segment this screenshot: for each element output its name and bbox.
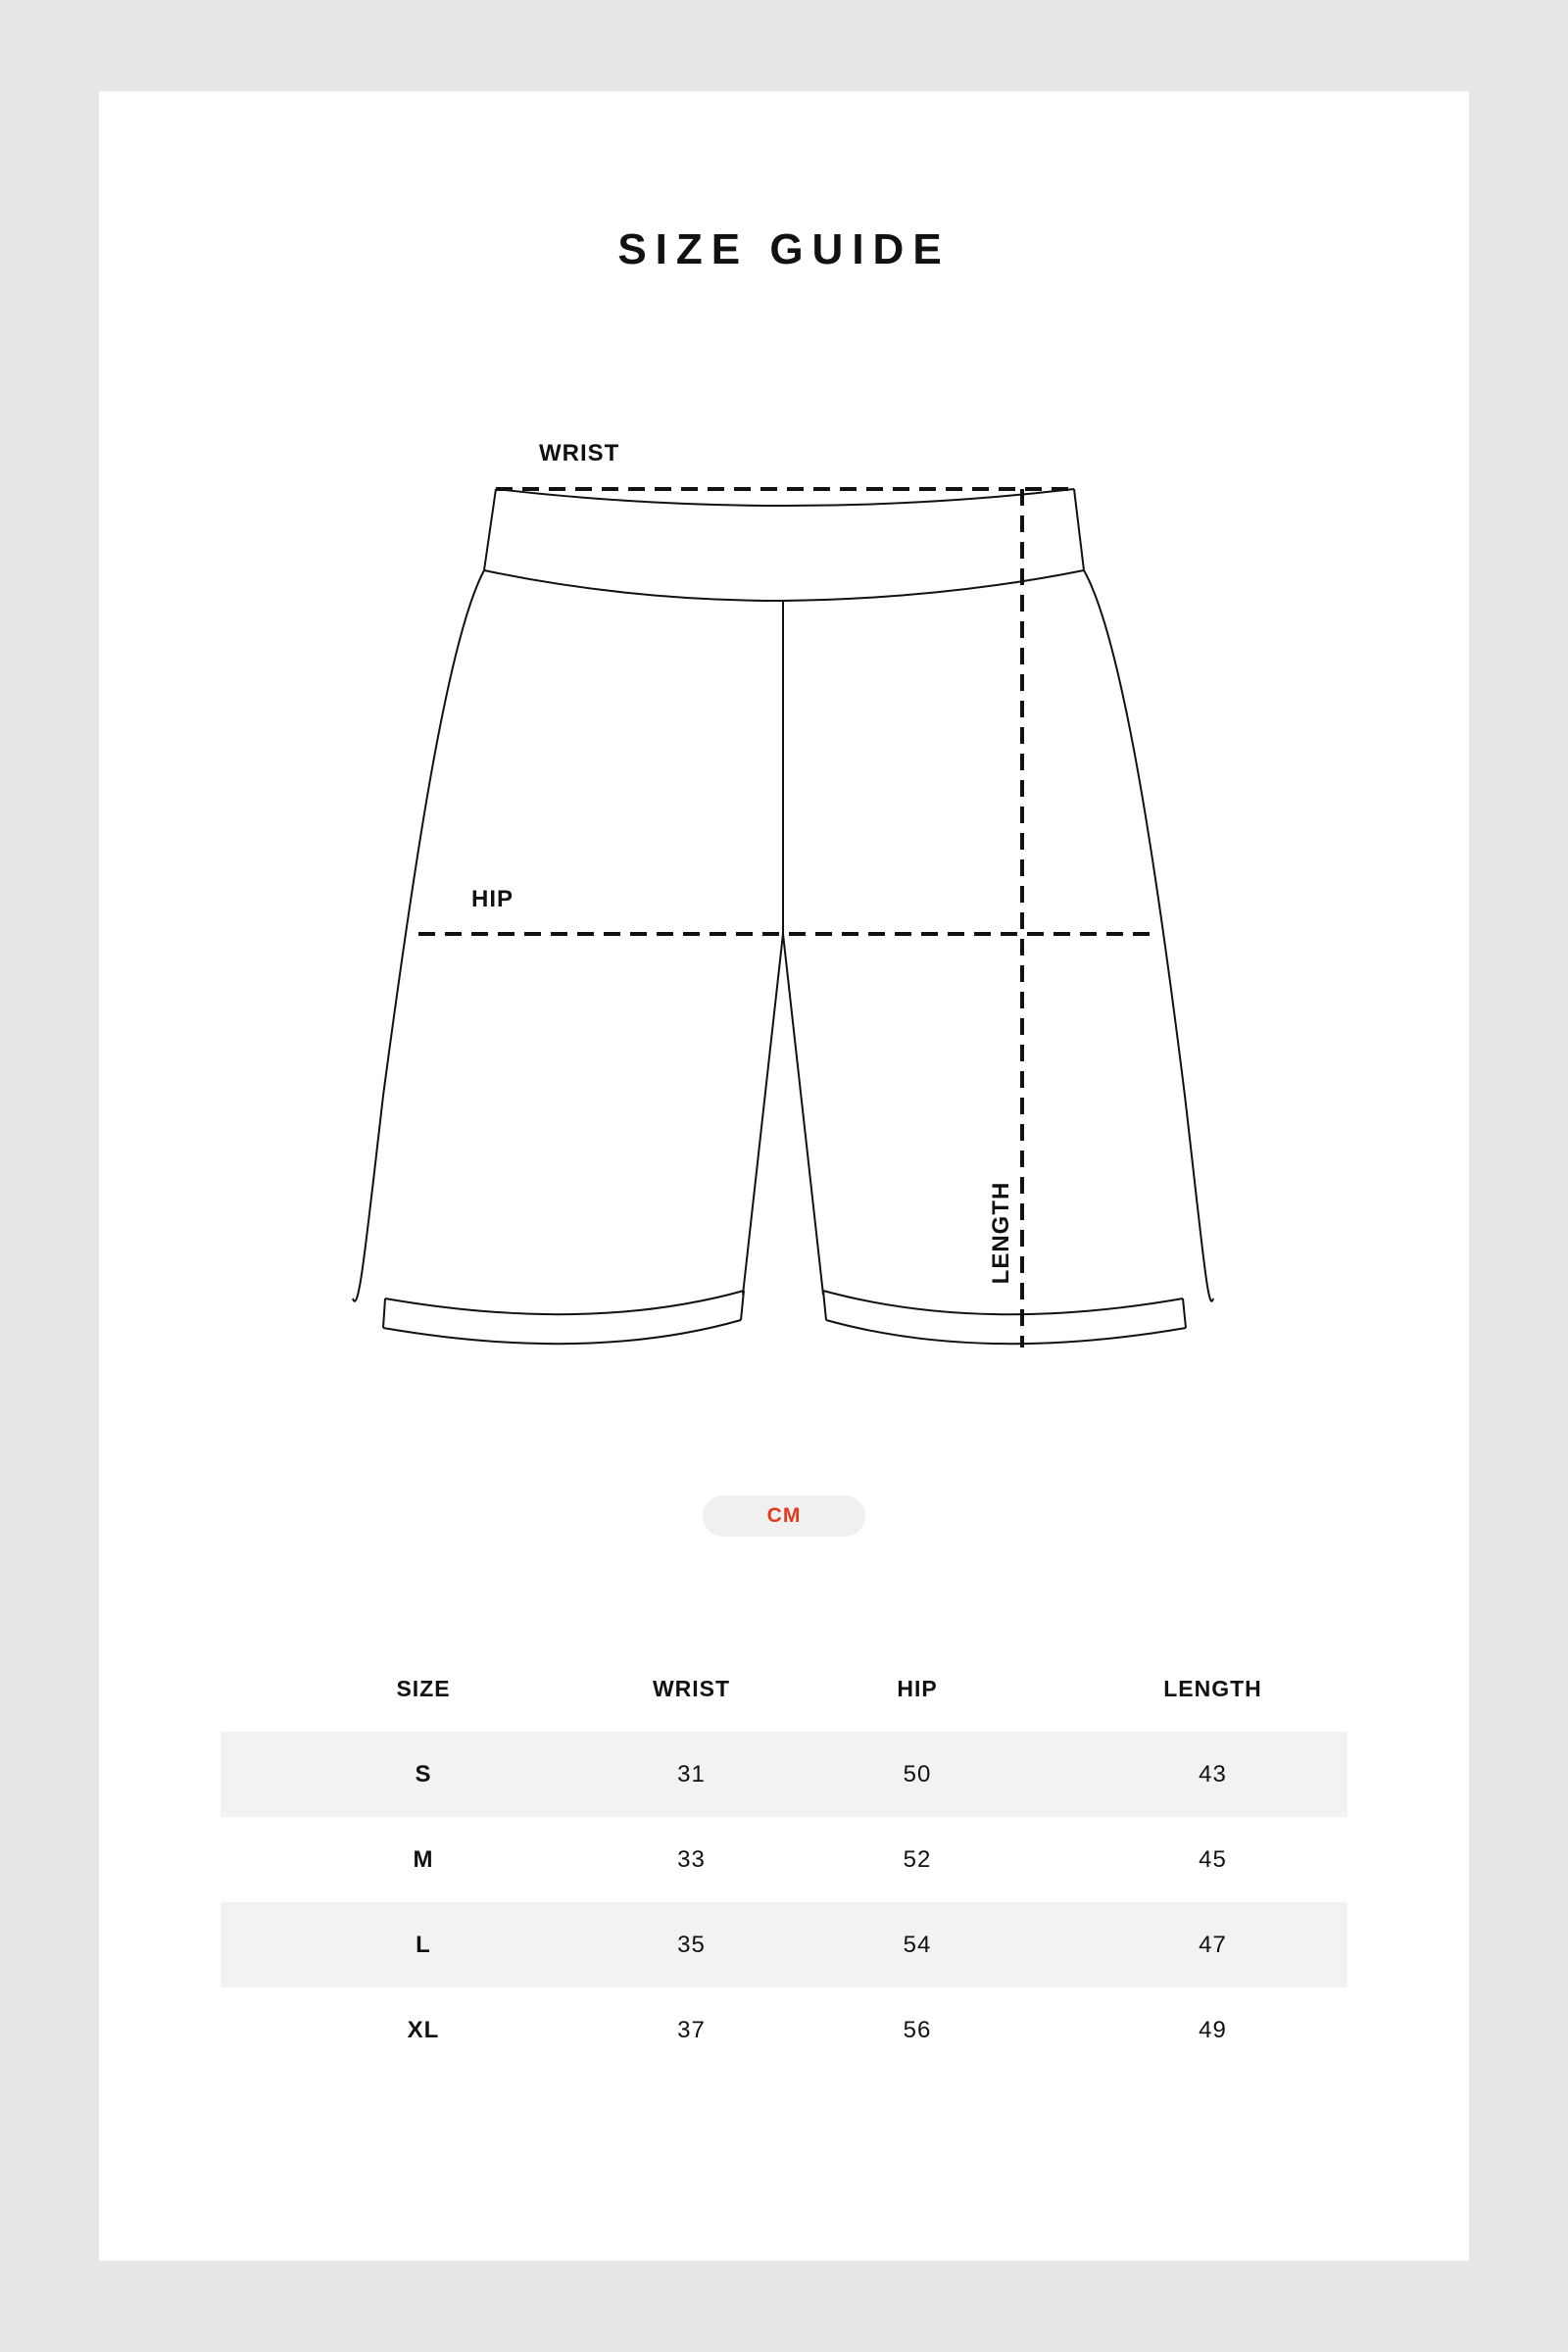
- right-hem-outer-edge: [1183, 1298, 1186, 1328]
- table-row: [220, 1987, 1348, 2073]
- waistband-right-side: [1074, 489, 1084, 570]
- hip-cell: 54: [903, 1931, 932, 1958]
- table-row: [220, 1732, 1348, 1817]
- left-hem-outer-edge: [383, 1298, 385, 1328]
- length-cell: 47: [1199, 1931, 1227, 1958]
- right-hem-cuff-top: [823, 1291, 1183, 1314]
- header-hip: HIP: [897, 1675, 938, 1701]
- right-inseam: [783, 934, 823, 1295]
- header-wrist: WRIST: [652, 1675, 731, 1701]
- length-cell: 43: [1199, 1760, 1227, 1788]
- size-cell: M: [413, 1845, 434, 1873]
- wrist-label: WRIST: [539, 440, 620, 466]
- left-hem-inner-edge: [741, 1291, 744, 1320]
- size-table: [220, 1645, 1348, 2073]
- waistband-top-outline: [496, 489, 1074, 506]
- shorts-diagram: [99, 91, 1469, 1365]
- wrist-cell: 35: [677, 1931, 706, 1958]
- table-row: [220, 1817, 1348, 1902]
- header-size: SIZE: [396, 1675, 451, 1701]
- right-hem-bottom: [826, 1320, 1186, 1344]
- size-guide-card: [99, 91, 1469, 2261]
- length-cell: 49: [1199, 2016, 1227, 2043]
- table-row: [220, 1902, 1348, 1987]
- wrist-cell: 31: [677, 1760, 706, 1788]
- unit-toggle-cm[interactable]: CM: [703, 1495, 865, 1537]
- size-cell: S: [415, 1760, 432, 1788]
- wrist-cell: 37: [677, 2016, 706, 2043]
- left-hem-cuff-top: [385, 1291, 744, 1314]
- length-cell: 45: [1199, 1845, 1227, 1873]
- hip-label: HIP: [471, 886, 514, 912]
- right-hem-inner-edge: [823, 1291, 826, 1320]
- shorts-outline-icon: [353, 489, 1213, 1344]
- size-cell: L: [416, 1931, 431, 1958]
- left-inseam: [743, 934, 783, 1295]
- page-title: SIZE GUIDE: [617, 225, 951, 273]
- length-label: LENGTH: [988, 1181, 1014, 1285]
- header-length: LENGTH: [1163, 1675, 1262, 1701]
- hip-cell: 56: [903, 2016, 932, 2043]
- wrist-cell: 33: [677, 1845, 706, 1873]
- waistband-left-side: [484, 489, 496, 570]
- table-header-row: [220, 1645, 1348, 1732]
- hip-cell: 52: [903, 1845, 932, 1873]
- size-cell: XL: [407, 2016, 440, 2043]
- waistband-bottom-seam: [484, 570, 1084, 601]
- left-hem-bottom: [383, 1320, 741, 1344]
- hip-cell: 50: [903, 1760, 932, 1788]
